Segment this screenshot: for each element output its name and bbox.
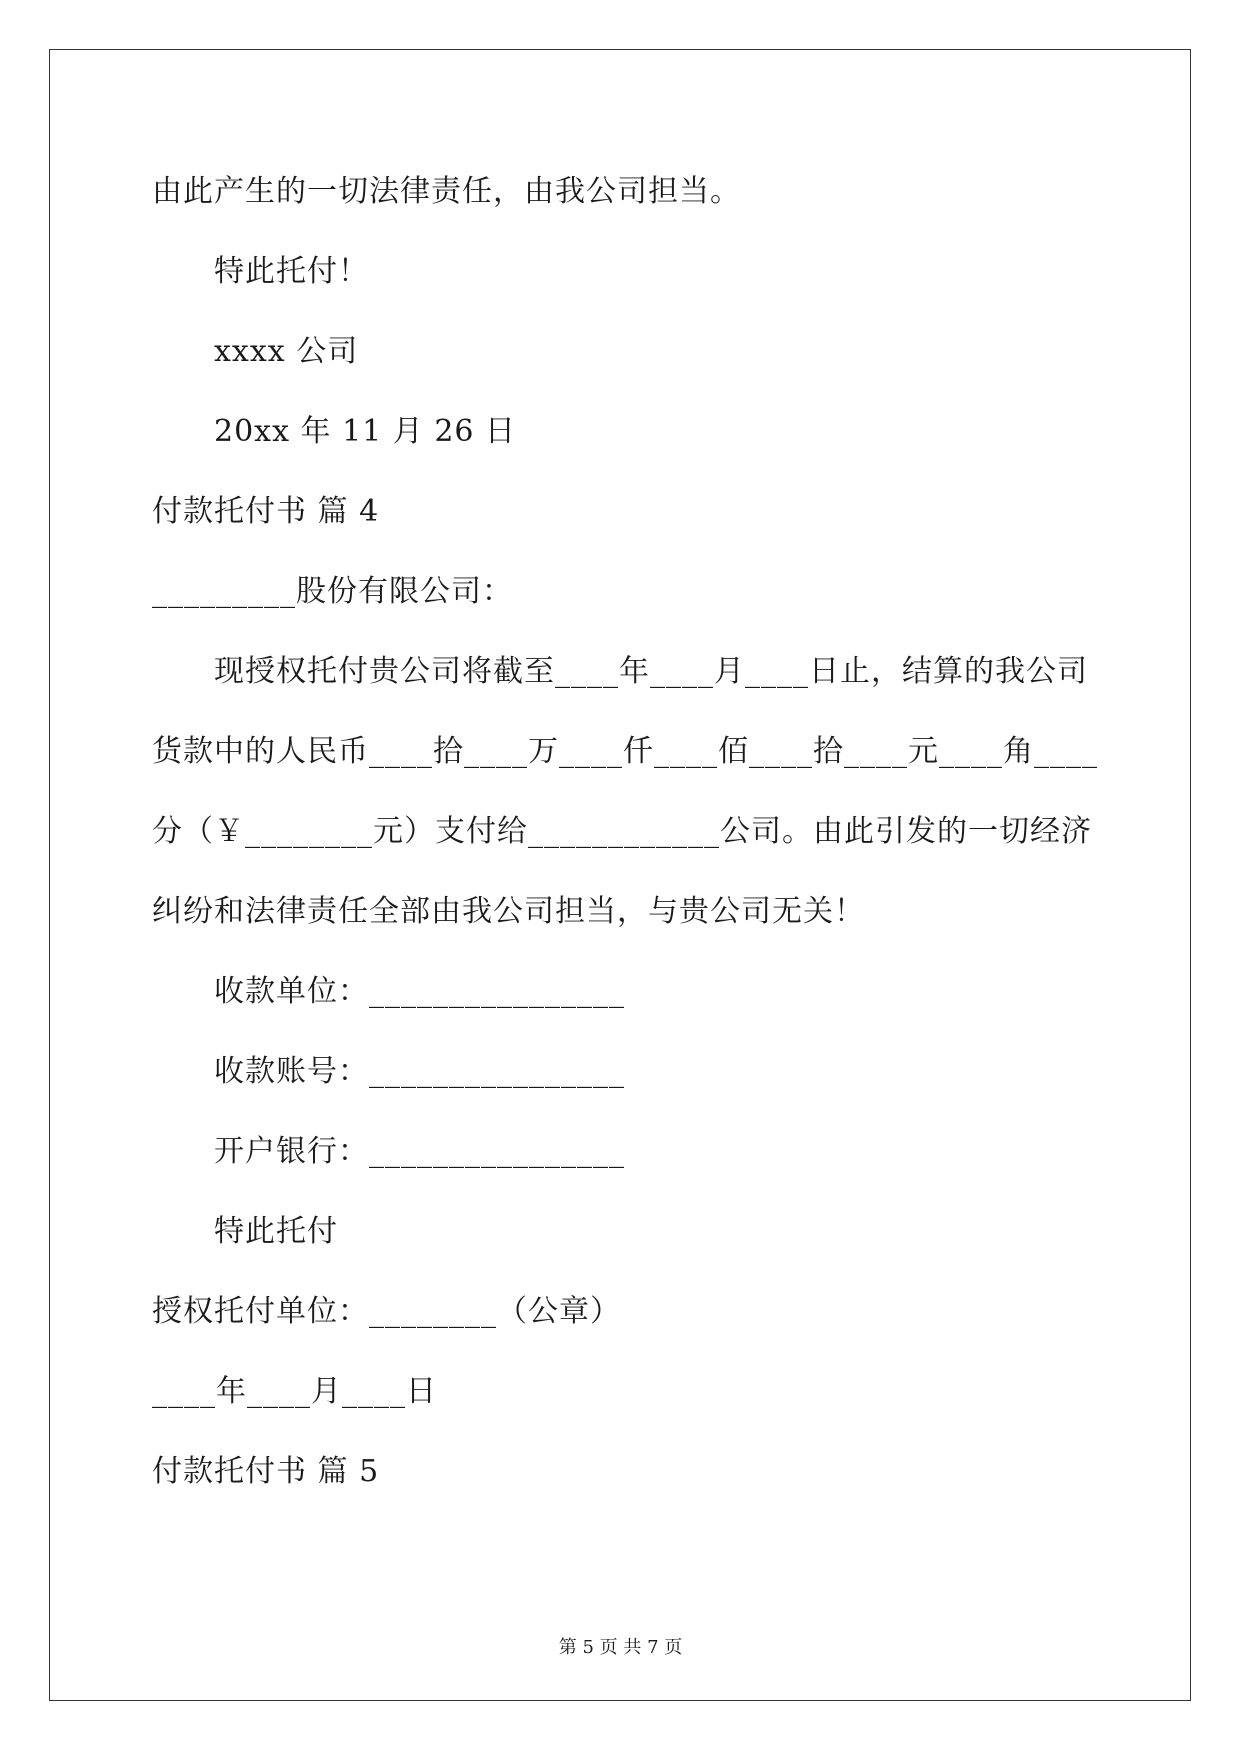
body-paragraph-line-4: 纠纷和法律责任全部由我公司担当，与贵公司无关！	[152, 894, 865, 929]
body-paragraph-line-1: 现授权托付贵公司将截至____年____月____日止，结算的我公司	[214, 654, 1088, 689]
section-heading-4: 付款托付书 篇 4	[152, 494, 380, 529]
company-signature: xxxx 公司	[214, 334, 359, 369]
section-heading-5: 付款托付书 篇 5	[152, 1454, 380, 1489]
paragraph-liability: 由此产生的一切法律责任，由我公司担当。	[152, 174, 741, 209]
payee-account-field: 收款账号：________________	[214, 1054, 625, 1089]
addressee-line: _________股份有限公司：	[152, 574, 513, 609]
bank-field: 开户银行：________________	[214, 1134, 625, 1169]
closing-remark: 特此托付！	[214, 254, 369, 289]
signature-date: 20xx 年 11 月 26 日	[214, 414, 517, 449]
closing-remark-2: 特此托付	[214, 1214, 338, 1249]
body-paragraph-line-3: 分（￥________元）支付给____________公司。由此引发的一切经济	[152, 814, 1092, 849]
page-number-footer: 第 5 页 共 7 页	[558, 1637, 683, 1658]
authorizing-unit-field: 授权托付单位：________（公章）	[152, 1294, 621, 1329]
date-field: ____年____月____日	[152, 1374, 437, 1409]
payee-unit-field: 收款单位：________________	[214, 974, 625, 1009]
body-paragraph-line-2: 货款中的人民币____拾____万____仟____佰____拾____元____角____	[152, 734, 1098, 769]
